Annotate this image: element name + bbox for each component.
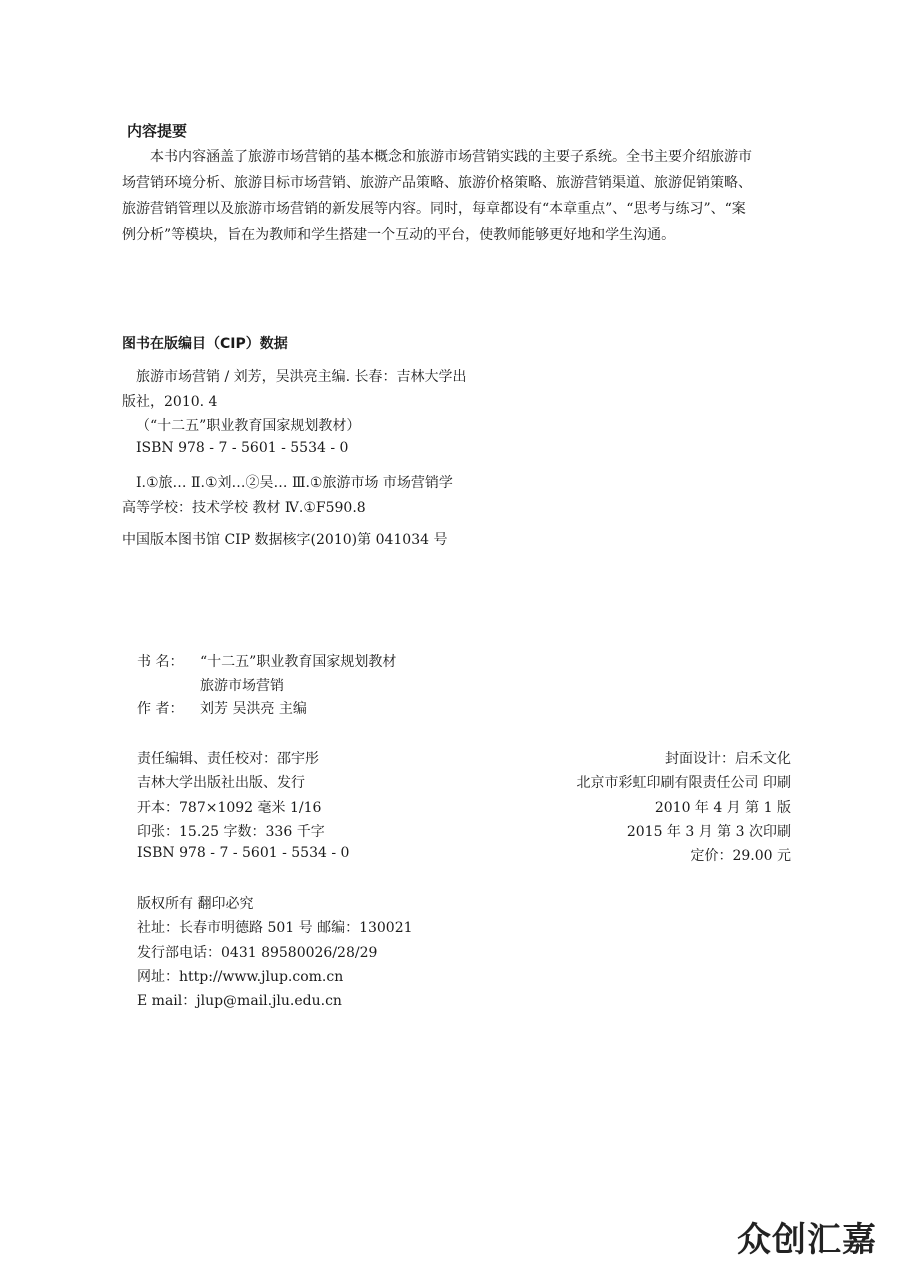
cover-design-info: 封面设计：启禾文化 bbox=[665, 751, 791, 767]
summary-body bbox=[122, 144, 790, 248]
printing-info: 2015 年 3 月 第 3 次印刷 bbox=[626, 824, 791, 840]
cip-classification-cont: 高等学校：技术学校 教材 Ⅳ.①F590.8 bbox=[122, 500, 366, 516]
cip-series: （“十二五”职业教育国家规划教材） bbox=[136, 418, 361, 434]
summary-line: 旅游营销管理以及旅游市场营销的新发展等内容。同时，每章都设有“本章重点”、“思考与练习”、“案 bbox=[122, 201, 746, 217]
author-label: 作 者： bbox=[137, 701, 184, 717]
cip-line: 版社，2010. 4 bbox=[122, 394, 218, 410]
rights-notice: 版权所有 翻印必究 bbox=[137, 896, 254, 912]
summary-line: 例分析”等模块，旨在为教师和学生搭建一个互动的平台，使教师能够更好地和学生沟通。 bbox=[122, 227, 676, 243]
watermark-logo: 众创汇嘉 bbox=[737, 1220, 877, 1260]
cip-isbn: ISBN 978 - 7 - 5601 - 5534 - 0 bbox=[136, 440, 349, 456]
book-name-series: “十二五”职业教育国家规划教材 bbox=[200, 654, 397, 670]
address-info: 社址：长春市明德路 501 号 邮编：130021 bbox=[137, 920, 413, 936]
book-name-label: 书 名： bbox=[137, 654, 184, 670]
cip-title: 图书在版编目（CIP）数据 bbox=[122, 336, 288, 352]
editor-info: 责任编辑、责任校对：邵宇彤 bbox=[137, 751, 319, 767]
price-info: 定价：29.00 元 bbox=[690, 848, 791, 864]
summary-title: 内容提要 bbox=[127, 122, 188, 140]
sheet-count-info: 印张：15.25 字数：336 千字 bbox=[137, 824, 325, 840]
format-info: 开本：787×1092 毫米 1/16 bbox=[137, 800, 322, 816]
printer-info: 北京市彩虹印刷有限责任公司 印刷 bbox=[576, 775, 791, 791]
summary-line: 本书内容涵盖了旅游市场营销的基本概念和旅游市场营销实践的主要子系统。全书主要介绍旅游市 bbox=[150, 149, 752, 165]
summary-line: 场营销环境分析、旅游目标市场营销、旅游产品策略、旅游价格策略、旅游营销渠道、旅游促销策略、 bbox=[122, 175, 752, 191]
email-info: E mail：jlup@mail.jlu.edu.cn bbox=[137, 993, 342, 1009]
phone-info: 发行部电话：0431 89580026/28/29 bbox=[137, 945, 378, 961]
cip-classification: Ⅰ.①旅… Ⅱ.①刘…②吴… Ⅲ.①旅游市场 市场营销学 bbox=[136, 475, 453, 491]
isbn-info: ISBN 978 - 7 - 5601 - 5534 - 0 bbox=[137, 845, 350, 861]
edition-info: 2010 年 4 月 第 1 版 bbox=[654, 800, 791, 816]
book-name-title: 旅游市场营销 bbox=[200, 678, 284, 694]
publisher-info: 吉林大学出版社出版、发行 bbox=[137, 775, 305, 791]
cip-approval-number: 中国版本图书馆 CIP 数据核字(2010)第 041034 号 bbox=[122, 532, 448, 548]
website-info: 网址：http://www.jlup.com.cn bbox=[137, 969, 344, 985]
cip-line: 旅游市场营销 / 刘芳，吴洪亮主编. 长春：吉林大学出 bbox=[136, 369, 467, 385]
author-value: 刘芳 吴洪亮 主编 bbox=[200, 701, 307, 717]
